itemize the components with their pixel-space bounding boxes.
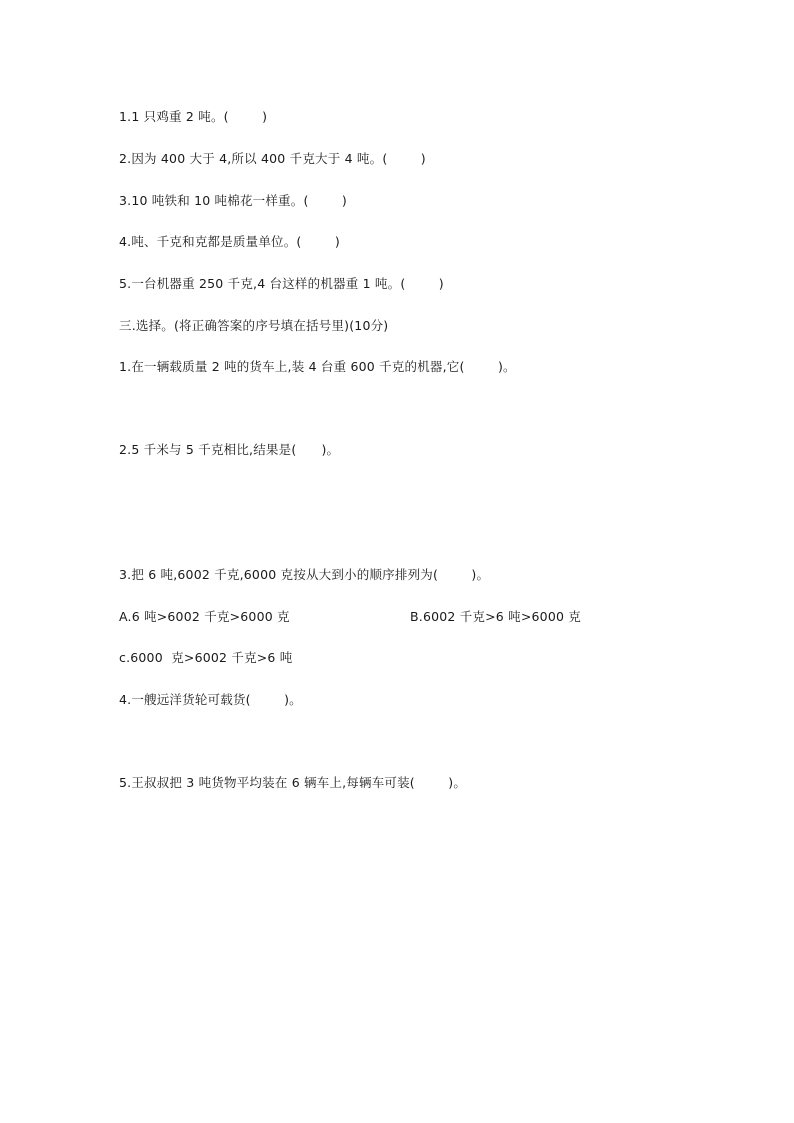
choice-question-3-option-c: c.6000 克>6002 千克>6 吨 bbox=[119, 650, 293, 665]
choice-question-3-option-a: A.6 吨>6002 千克>6000 克 bbox=[119, 609, 290, 624]
choice-question-3-option-b: B.6002 千克>6 吨>6000 克 bbox=[410, 609, 581, 624]
section-heading-choice: 三.选择。(将正确答案的序号填在括号里)(10分) bbox=[119, 318, 389, 333]
judgement-item-5: 5.一台机器重 250 千克,4 台这样的机器重 1 吨。( ) bbox=[119, 276, 444, 291]
choice-question-4: 4.一艘远洋货轮可载货( )。 bbox=[119, 692, 302, 707]
judgement-item-2: 2.因为 400 大于 4,所以 400 千克大于 4 吨。( ) bbox=[119, 151, 426, 166]
choice-question-1: 1.在一辆载质量 2 吨的货车上,装 4 台重 600 千克的机器,它( )。 bbox=[119, 359, 516, 374]
judgement-item-1: 1.1 只鸡重 2 吨。( ) bbox=[119, 109, 268, 124]
choice-question-2: 2.5 千米与 5 千克相比,结果是( )。 bbox=[119, 442, 340, 457]
judgement-item-3: 3.10 吨铁和 10 吨棉花一样重。( ) bbox=[119, 193, 347, 208]
choice-question-3: 3.把 6 吨,6002 千克,6000 克按从大到小的顺序排列为( )。 bbox=[119, 567, 490, 582]
choice-question-5: 5.王叔叔把 3 吨货物平均装在 6 辆车上,每辆车可装( )。 bbox=[119, 775, 467, 790]
judgement-item-4: 4.吨、千克和克都是质量单位。( ) bbox=[119, 234, 340, 249]
